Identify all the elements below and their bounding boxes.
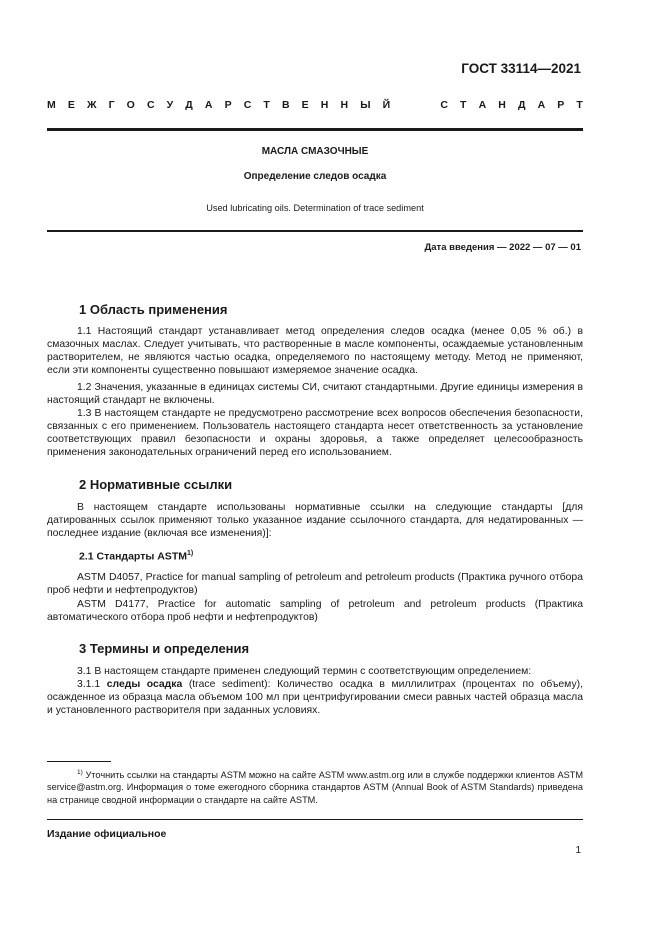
section-2-paragraph: В настоящем стандарте использованы нормативные ссылки на следующие стандарты [для датированных ссылок применяют только указанное издание ссылочного стандарта, для недатированных — последнее издание (включая все изменения)]: [47, 502, 583, 540]
banner-letter: Й [382, 99, 391, 111]
footnote-marker[interactable]: 1) [186, 550, 194, 557]
banner-letter: У [166, 99, 174, 111]
document-subtitle: Определение следов осадка [243, 171, 387, 182]
banner-letter: М [47, 99, 56, 111]
banner-letter: Т [576, 99, 583, 111]
banner-letter: Д [517, 99, 526, 111]
banner-letter: Е [67, 99, 75, 111]
footer-rule [47, 819, 583, 820]
banner-letter: Т [460, 99, 467, 111]
footnote [47, 767, 583, 806]
page-number: 1 [575, 845, 581, 856]
banner-letter: В [281, 99, 290, 111]
section-3-paragraph: 3.1 В настоящем стандарте применен следующий термин с соответствующим определением: [77, 666, 532, 677]
term-definition [47, 678, 583, 717]
banner-letter: С [146, 99, 155, 111]
footnote-number: 1) [77, 769, 83, 776]
header-rule [47, 128, 583, 131]
banner-gap [402, 99, 428, 111]
term-definition-text: (trace sediment): Количество осадка в миллилитрах (процентах по объему), осажденное из образца масла объемом 100 мл при центрифугировании смеси равных частей образца масла и установленного растворителя при заданных условиях. [47, 679, 583, 717]
banner-letter: Е [301, 99, 309, 111]
introduction-date: Дата введения — 2022 — 07 — 01 [424, 242, 581, 253]
footnote-text: Уточнить ссылки на стандарты ASTM можно на сайте ASTM www.astm.org или в службе поддержки клиентов ASTM service@astm.org. Информация о томе ежегодного сборника стандартов ASTM (Annual Book of ASTM Standards) приведена на странице сводной информации о стандарте на сайте ASTM. [47, 770, 583, 805]
term-number: 3.1.1 [77, 679, 107, 690]
title-rule [47, 230, 583, 232]
section-2-1-heading-text: 2.1 Стандарты ASTM [79, 550, 187, 563]
banner-letter: Н [340, 99, 349, 111]
section-2-heading: 2 Нормативные ссылки [79, 477, 233, 492]
reference-item: ASTM D4177, Practice for automatic sampling of petroleum and petroleum products (Практика автоматического отбора проб нефти и нефтепродуктов) [47, 599, 583, 624]
banner-letter: Ж [86, 99, 97, 111]
banner-letter: Р [557, 99, 565, 111]
banner-letter: А [537, 99, 546, 111]
section-2-1-heading [79, 550, 193, 563]
banner-letter: О [126, 99, 135, 111]
banner-letter: Г [108, 99, 115, 111]
banner-letter: Н [320, 99, 329, 111]
banner-letter: С [243, 99, 252, 111]
banner-letter: С [440, 99, 448, 111]
section-1-paragraph: 1.1 Настоящий стандарт устанавливает метод определения следов осадка (менее 0,05 % об.) в смазочных маслах. Следует учитывать, что растворенные в масле компоненты, осаждаемые установленным растворителем, не являются частью осадка, определяемого по настоящему методу. Метод не применяют, если эти компоненты существенно повышают измеряемое значение осадка. [47, 326, 583, 377]
banner-letter: Д [185, 99, 193, 111]
section-3-heading: 3 Термины и определения [79, 641, 250, 656]
banner-letter: Н [498, 99, 506, 111]
interstate-standard-banner [47, 99, 583, 111]
edition-label: Издание официальное [47, 828, 167, 840]
banner-letter: Т [263, 99, 270, 111]
banner-letter: А [478, 99, 487, 111]
banner-letter: Ы [360, 99, 371, 111]
standard-number: ГОСТ 33114—2021 [461, 61, 581, 76]
section-1-paragraph: 1.2 Значения, указанные в единицах системы СИ, считают стандартными. Другие единицы измерения в настоящий стандарт не включены. [47, 382, 583, 407]
banner-letter: Р [224, 99, 232, 111]
section-1-heading: 1 Область применения [79, 302, 228, 317]
footnote-separator [47, 761, 111, 762]
section-1-paragraph: 1.3 В настоящем стандарте не предусмотрено рассмотрение всех вопросов обеспечения безопасности, связанных с его применением. Пользователь настоящего стандарта несет ответственность за установление соответствующих правил безопасности и охраны здоровья, а также определяет целесообразность применения законодательных ограничений перед его использованием. [47, 408, 583, 459]
document-title: МАСЛА СМАЗОЧНЫЕ [261, 146, 369, 157]
term-name: следы осадка [106, 679, 183, 690]
reference-item: ASTM D4057, Practice for manual sampling of petroleum and petroleum products (Практика ручного отбора проб нефти и нефтепродуктов) [47, 572, 583, 597]
banner-letter: А [204, 99, 213, 111]
document-title-english: Used lubricating oils. Determination of trace sediment [206, 203, 424, 213]
